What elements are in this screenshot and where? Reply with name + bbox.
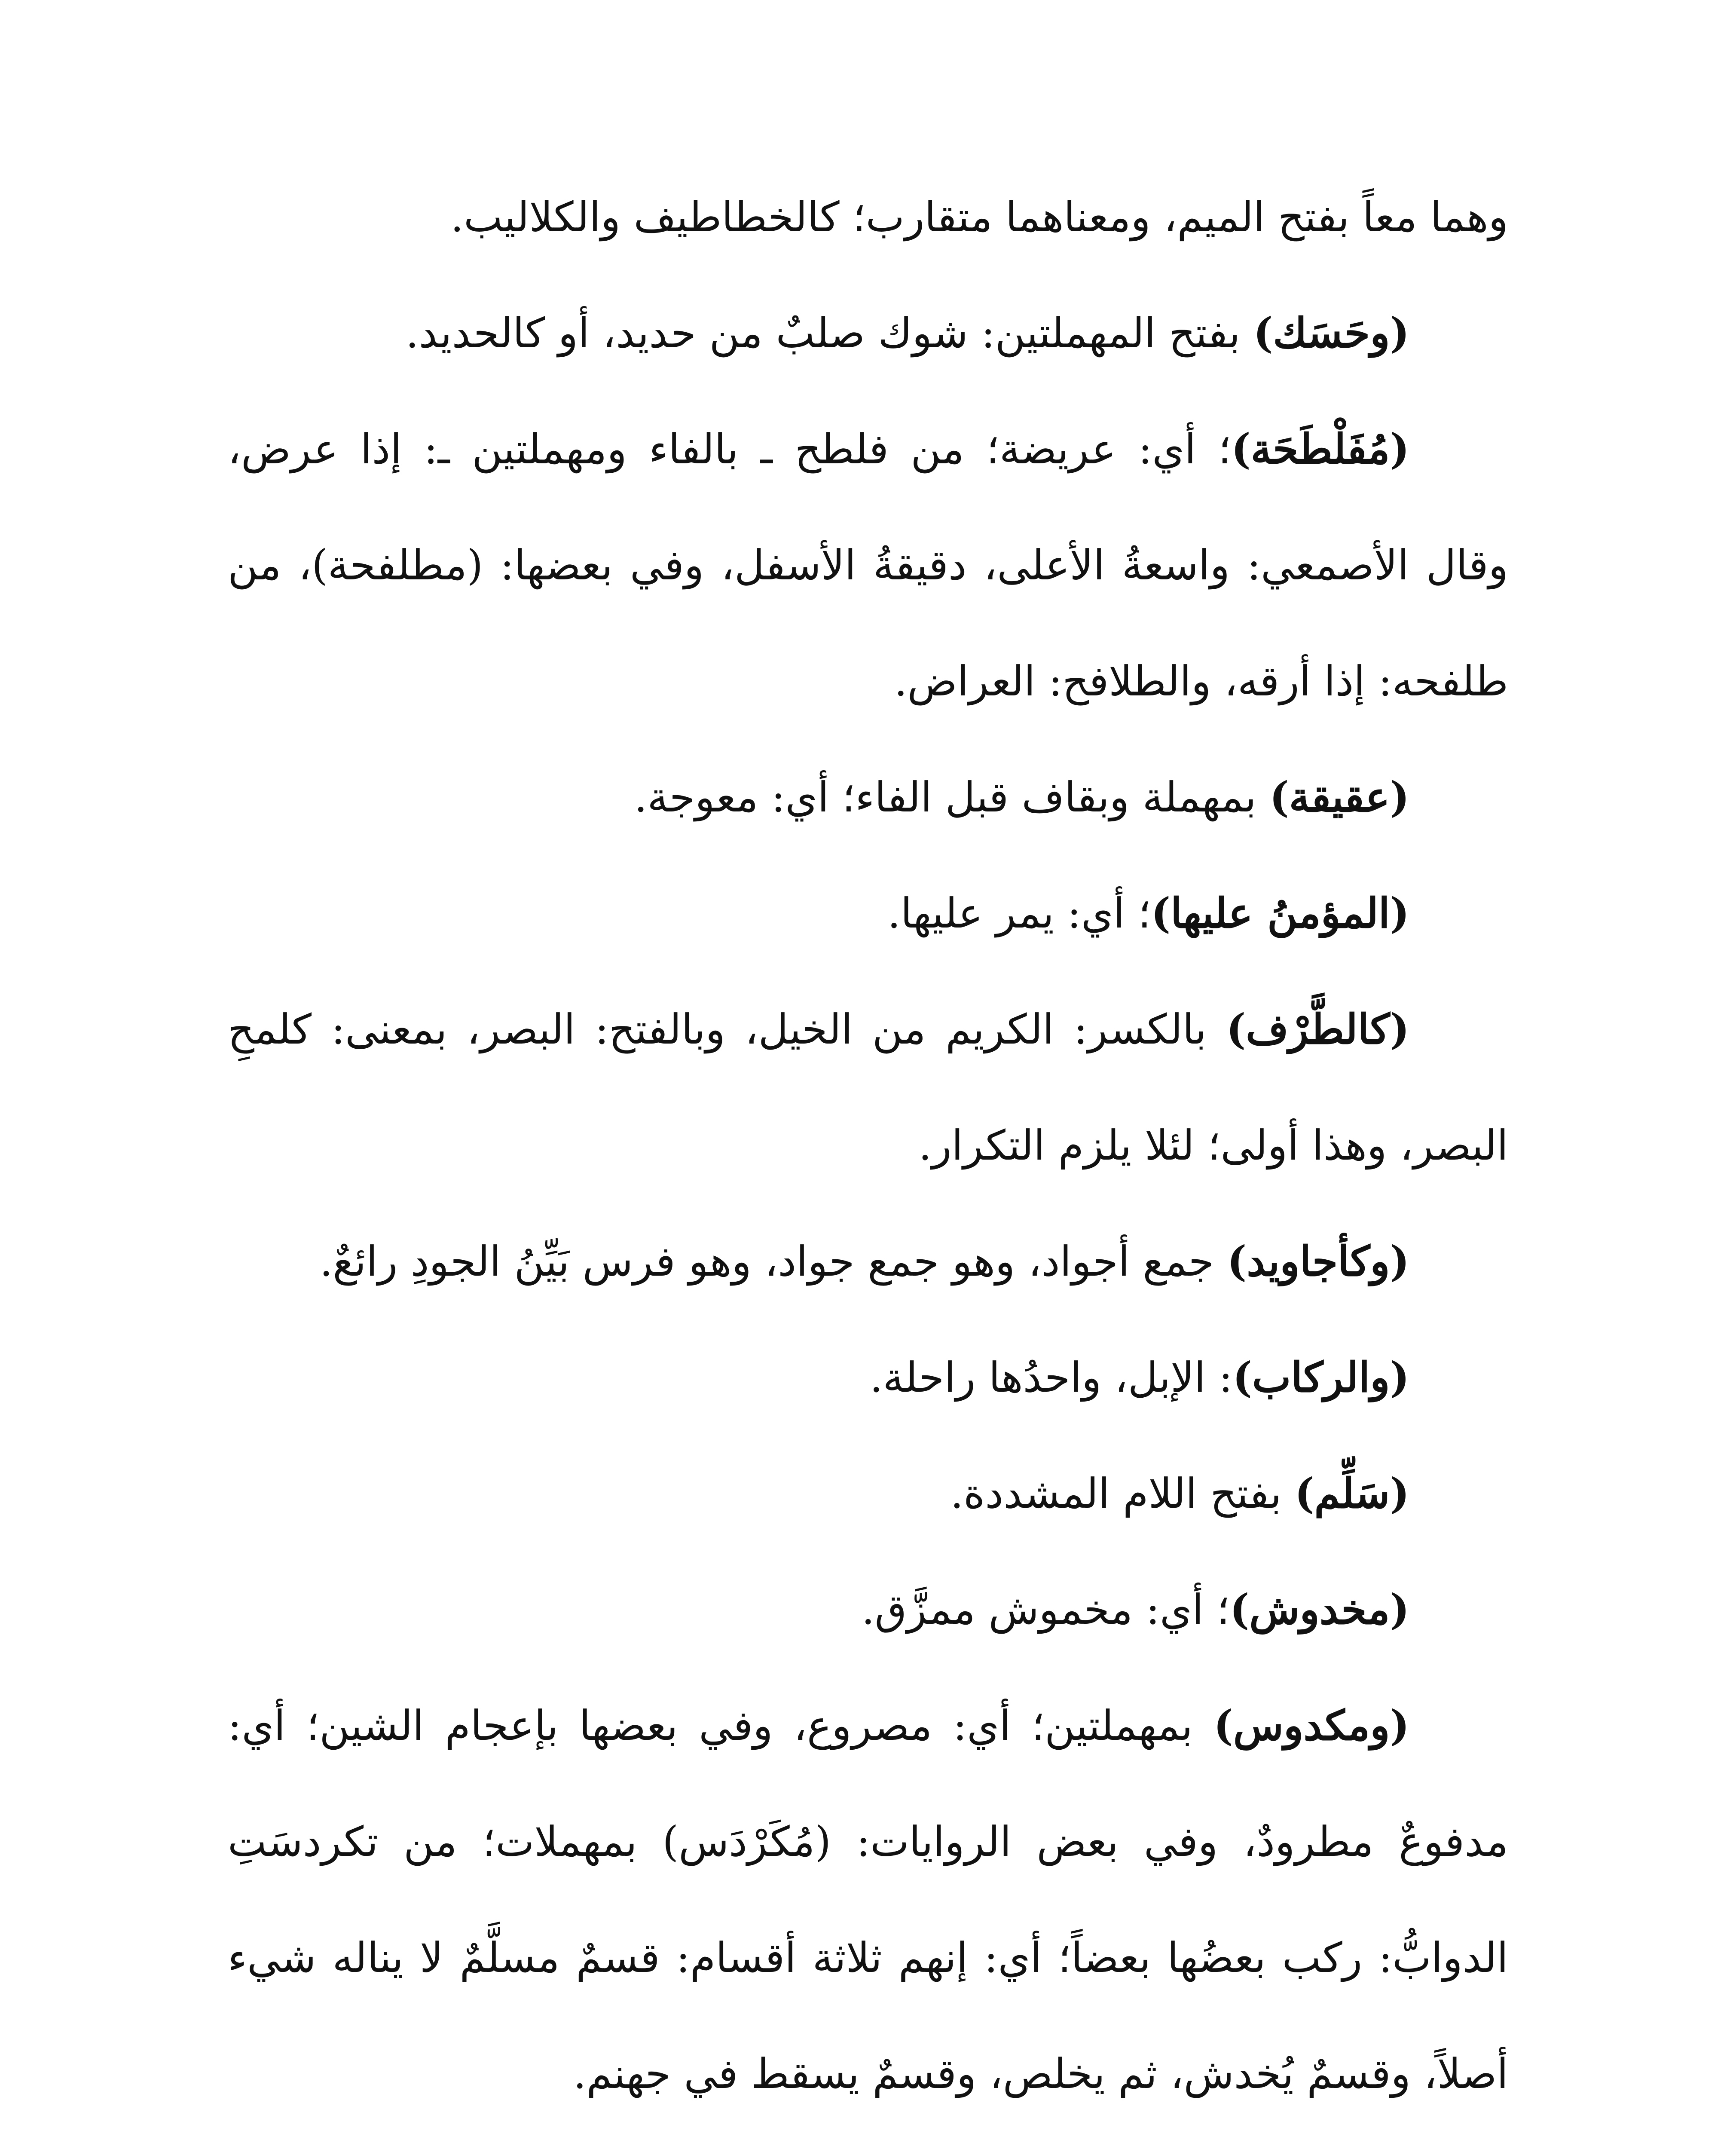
paragraph-text: بمهملتين؛ أي: مصروع، وفي بعضها بإعجام الشين؛ أي: مدفوعٌ مطرودٌ، وفي بعض الروايات: (مُكَرْدَس) بمهملات؛ من تكردسَتِ الدوابُّ: ركب بعضُها بعضاً؛ أي: إنهم ثلاثة أقسام: قسمٌ مسلَّمٌ لا يناله شيء أصلاً، وقسمٌ يُخدش، ثم يخلص، وقسمٌ يسقط في جهنم. [228, 1702, 1508, 2098]
paragraph-term: (مُفَلْطَحَة) [1231, 425, 1410, 473]
page-body [228, 159, 1508, 2132]
paragraph-text: بمهملة وبقاف قبل الفاء؛ أي: معوجة. [634, 773, 1270, 821]
paragraph-5 [228, 855, 1508, 971]
paragraph-9 [228, 1436, 1508, 1552]
paragraph-11 [228, 1668, 1508, 2132]
paragraph-6 [228, 971, 1508, 1203]
paragraph-text: : الإبل، واحدُها راحلة. [870, 1353, 1233, 1402]
paragraph-term: (وكأجاويد) [1227, 1237, 1409, 1286]
paragraph-4 [228, 739, 1508, 855]
paragraph-text: بفتح المهملتين: شوك صلبٌ من حديد، أو كالحديد. [405, 309, 1253, 357]
paragraph-term: (سَلِّم) [1295, 1469, 1409, 1518]
paragraph-text: بالكسر: الكريم من الخيل، وبالفتح: البصر، بمعنى: كلمحِ البصر، وهذا أولى؛ لئلا يلزم التكرار. [228, 1005, 1508, 1169]
paragraph-10 [228, 1552, 1508, 1668]
paragraph-term: (عقيقة) [1269, 773, 1409, 821]
paragraph-term: (والركاب) [1232, 1353, 1409, 1402]
paragraph-text: وهما معاً بفتح الميم، ومعناهما متقارب؛ كالخطاطيف والكلاليب. [450, 193, 1508, 241]
paragraph-text: ؛ أي: مخموش ممزَّق. [862, 1586, 1230, 1634]
paragraph-7 [228, 1203, 1508, 1319]
paragraph-text: ؛ أي: يمر عليها. [887, 889, 1151, 937]
paragraph-term: (ومكدوس) [1213, 1701, 1409, 1750]
paragraph-2 [228, 275, 1508, 391]
paragraph-3 [228, 391, 1508, 739]
paragraph-term: (كالطَّرْف) [1226, 1005, 1409, 1053]
paragraph-text: ؛ أي: عريضة؛ من فلطح ـ بالفاء ومهملتين ـ: إذا عرض، وقال الأصمعي: واسعةُ الأعلى، دقيقةُ الأسفل، وفي بعضها: (مطلفحة)، من طلفحه: إذا أرقه، والطلافح: العراض. [228, 425, 1509, 705]
paragraph-text: بفتح اللام المشددة. [950, 1469, 1295, 1518]
paragraph-term: (مخدوش) [1229, 1585, 1409, 1634]
paragraph-text: جمع أجواد، وهو جمع جواد، وهو فرس بَيِّنُ الجودِ رائعٌ. [319, 1237, 1227, 1286]
paragraph-term: (وحَسَك) [1253, 309, 1409, 357]
paragraph-term: (المؤمنُ عليها) [1151, 889, 1409, 937]
paragraph-8 [228, 1319, 1508, 1436]
paragraph-1 [228, 159, 1508, 275]
